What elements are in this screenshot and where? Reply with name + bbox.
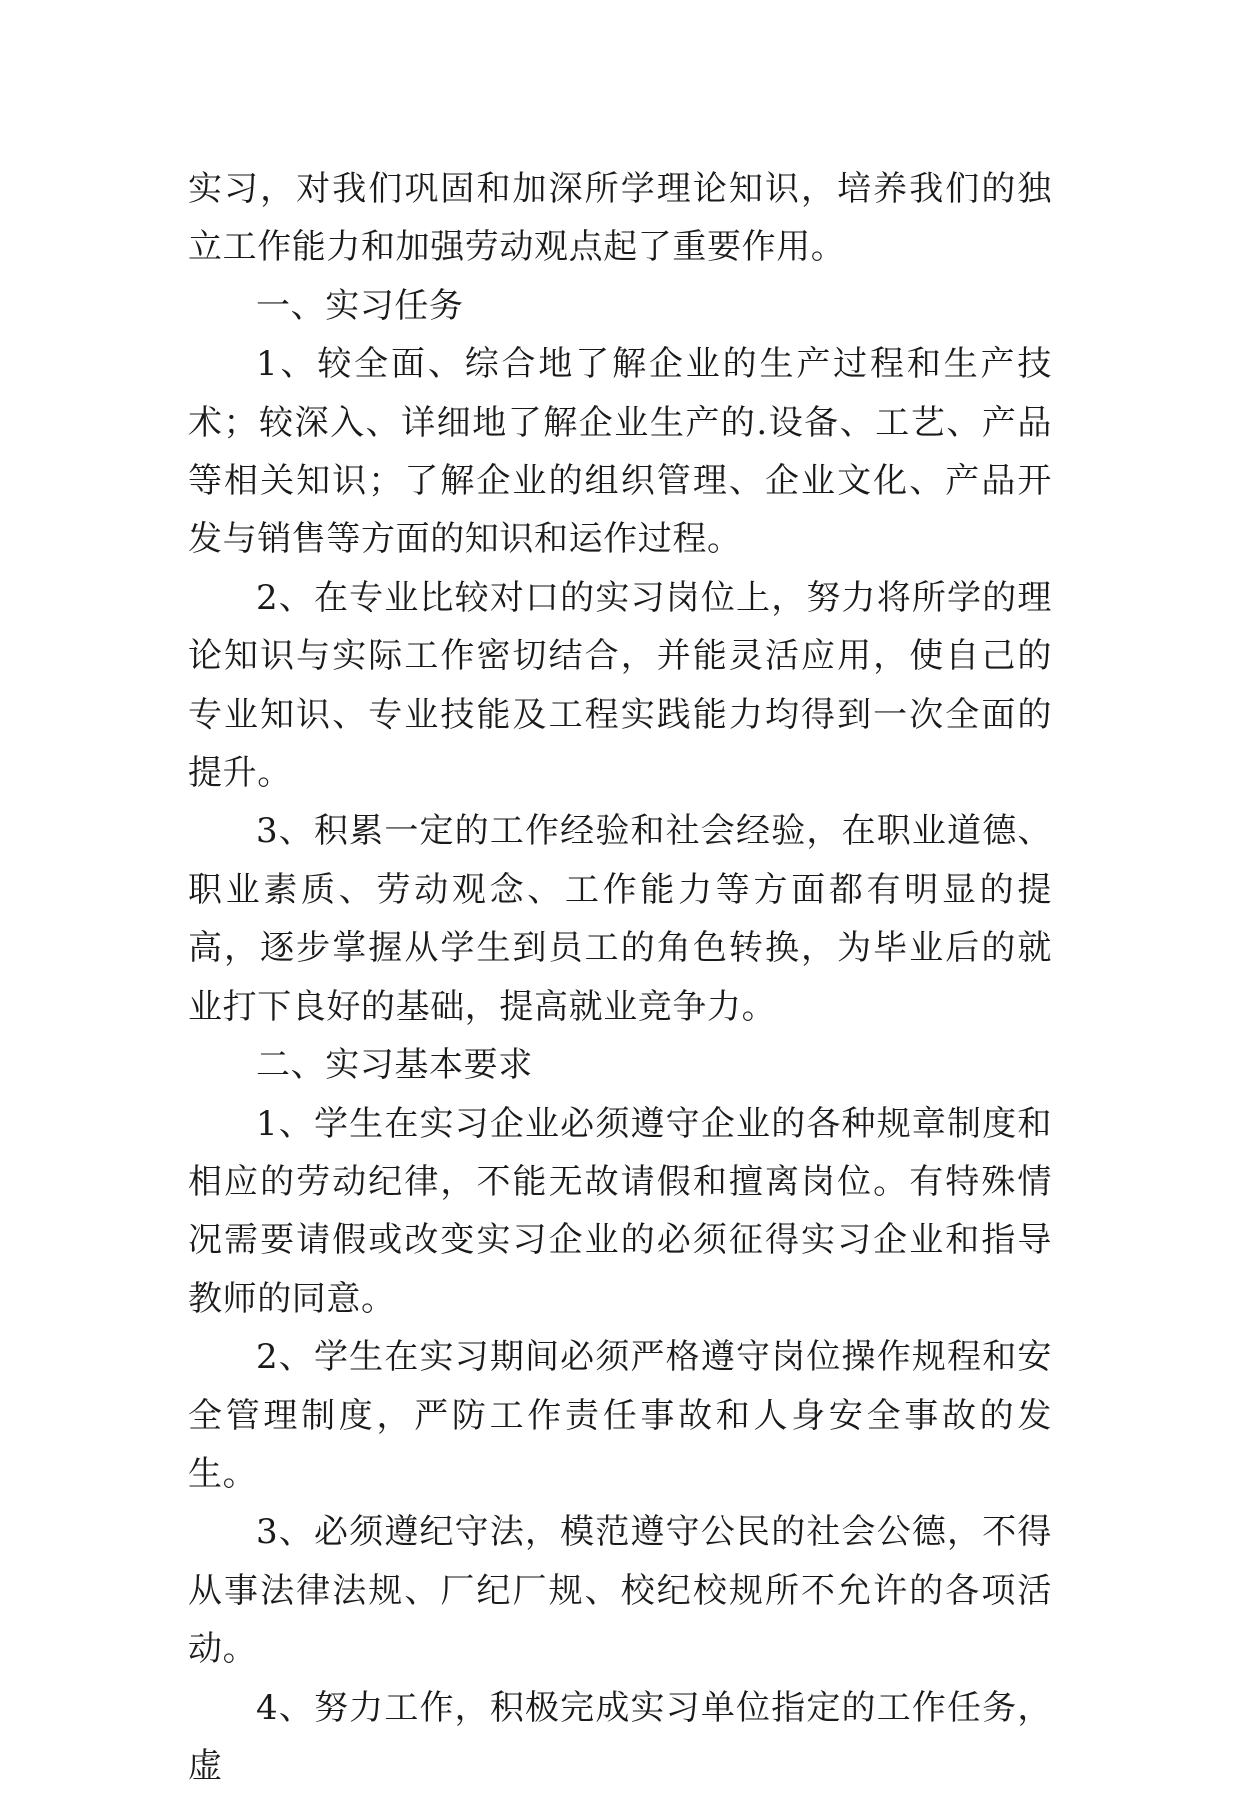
section-heading-internship-tasks: 一、实习任务 (256, 285, 464, 326)
paragraph-intro: 实习，对我们巩固和加深所学理论知识，培养我们的独立工作能力和加强劳动观点起了重要作用。 (188, 169, 1052, 268)
task-item-3: 3、积累一定的工作经验和社会经验，在职业道德、职业素质、劳动观念、工作能力等方面都有明显的提高，逐步掌握从学生到员工的角色转换，为毕业后的就业打下良好的基础，提高就业竞争力。 (188, 811, 1052, 1027)
task-item-2: 2、在专业比较对口的实习岗位上，努力将所学的理论知识与实际工作密切结合，并能灵活应用，使自己的专业知识、专业技能及工程实践能力均得到一次全面的提升。 (188, 577, 1052, 794)
requirement-item-1: 1、学生在实习企业必须遵守企业的各种规章制度和相应的劳动纪律，不能无故请假和擅离岗位。有特殊情况需要请假或改变实习企业的必须征得实习企业和指导教师的同意。 (188, 1103, 1052, 1319)
requirement-item-3: 3、必须遵纪守法，模范遵守公民的社会公德，不得从事法律法规、厂纪厂规、校纪校规所不允许的各项活动。 (188, 1512, 1052, 1670)
requirement-item-4: 4、努力工作，积极完成实习单位指定的工作任务，虚 (188, 1687, 1052, 1786)
task-item-1: 1、较全面、综合地了解企业的生产过程和生产技术；较深入、详细地了解企业生产的.设备、工艺、产品等相关知识；了解企业的组织管理、企业文化、产品开发与销售等方面的知识和运作过程。 (188, 344, 1052, 560)
requirement-item-2: 2、学生在实习期间必须严格遵守岗位操作规程和安全管理制度，严防工作责任事故和人身安全事故的发生。 (188, 1337, 1052, 1494)
document-body (188, 160, 1052, 1795)
section-heading-basic-requirements: 二、实习基本要求 (256, 1045, 533, 1086)
